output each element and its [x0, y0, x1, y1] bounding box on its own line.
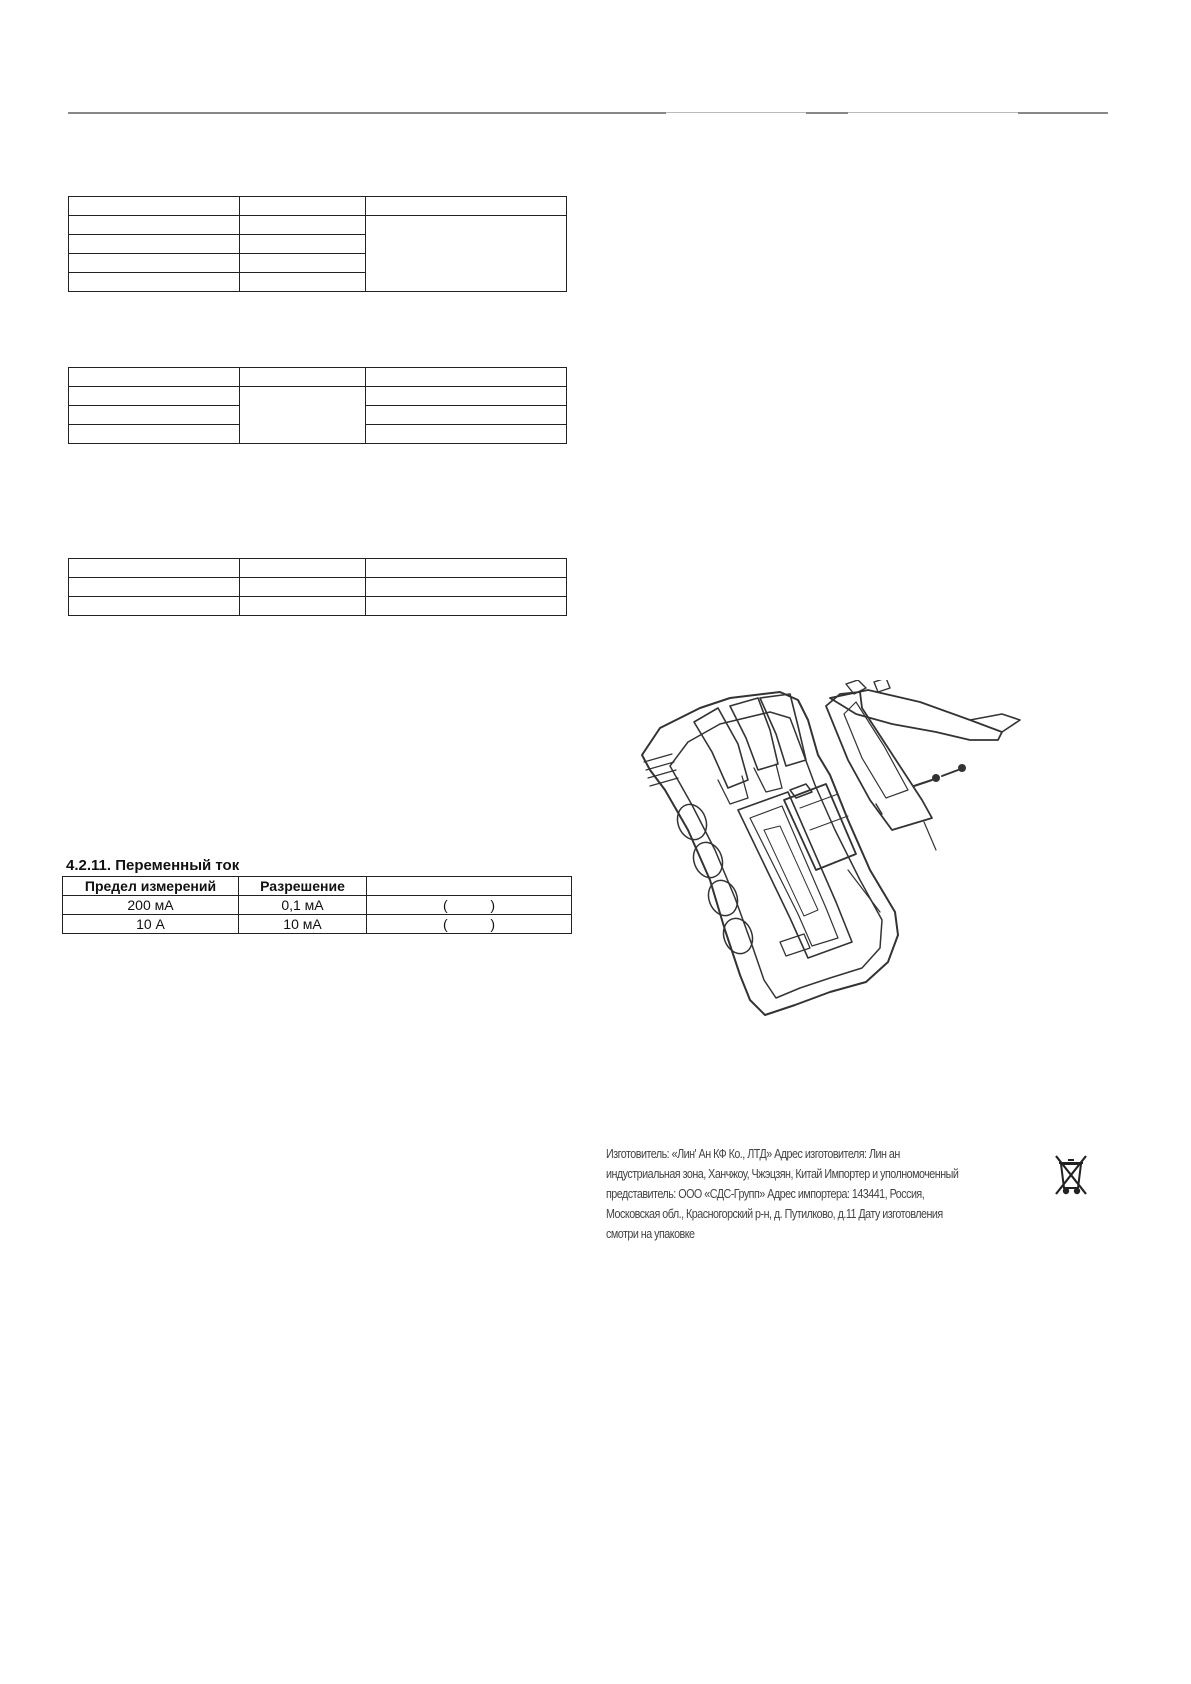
header-rule-3	[806, 112, 848, 114]
table-cell	[69, 406, 240, 425]
header-rule-1	[68, 112, 666, 114]
table-cell	[240, 387, 366, 444]
header-resolution: Разрешение	[239, 877, 367, 896]
header-range: Предел измерений	[63, 877, 239, 896]
table-cell	[69, 216, 240, 235]
table-cell	[240, 597, 366, 616]
cell-resolution: 0,1 мА	[239, 896, 367, 915]
table-cell	[69, 425, 240, 444]
table-cell	[240, 273, 366, 292]
header-rule-4	[848, 112, 1018, 113]
crossed-out-wheelie-bin-icon	[1052, 1152, 1090, 1196]
table-cell	[69, 597, 240, 616]
multimeter-battery-illustration	[630, 680, 1080, 1065]
header-rule-5	[1018, 112, 1108, 114]
table-cell	[69, 578, 240, 597]
table-cell	[69, 273, 240, 292]
manufacturer-info: Изготовитель: «Лин' Ан КФ Ко., ЛТД» Адрес изготовителя: Лин ан индустриальная зона, Ханчжоу, Чжэцзян, Китай Импортер и уполномоченный представитель: ООО «СДС-Групп» Адрес импортера: 143441, Россия, Московская обл., Красногорский р-н, д. Путилково, д.11 Дату изготовления смотри на упаковке	[606, 1147, 959, 1241]
table-header-row	[63, 877, 572, 896]
table-cell	[366, 197, 567, 216]
cell-accuracy: ( )	[367, 896, 572, 915]
button-circle	[704, 876, 743, 919]
spec-table-2	[68, 367, 567, 444]
table-cell	[240, 197, 366, 216]
section-title-4-2-11: 4.2.11. Переменный ток	[66, 857, 240, 874]
table-cell	[240, 578, 366, 597]
table-cell	[69, 387, 240, 406]
table-cell	[366, 578, 567, 597]
cell-accuracy: ( )	[367, 915, 572, 934]
table-cell	[69, 368, 240, 387]
table-cell	[366, 368, 567, 387]
table-cell	[366, 597, 567, 616]
cell-resolution: 10 мА	[239, 915, 367, 934]
ac-current-table	[62, 876, 572, 934]
header-accuracy	[367, 877, 572, 896]
table-cell	[240, 235, 366, 254]
spec-table-1	[68, 196, 567, 292]
table-cell	[240, 368, 366, 387]
table-cell	[240, 254, 366, 273]
table-cell	[69, 559, 240, 578]
header-rule-2	[666, 112, 806, 113]
table-cell	[69, 197, 240, 216]
spec-table-3	[68, 558, 567, 616]
cell-range: 200 мА	[63, 896, 239, 915]
table-cell	[69, 235, 240, 254]
cell-range: 10 А	[63, 915, 239, 934]
table-cell	[366, 216, 567, 292]
table-cell	[240, 216, 366, 235]
table-cell	[366, 425, 567, 444]
table-cell	[366, 406, 567, 425]
table-cell	[240, 559, 366, 578]
table-cell	[366, 387, 567, 406]
table-row	[63, 896, 572, 915]
table-cell	[69, 254, 240, 273]
table-row	[63, 915, 572, 934]
button-circle	[719, 914, 758, 957]
table-cell	[366, 559, 567, 578]
